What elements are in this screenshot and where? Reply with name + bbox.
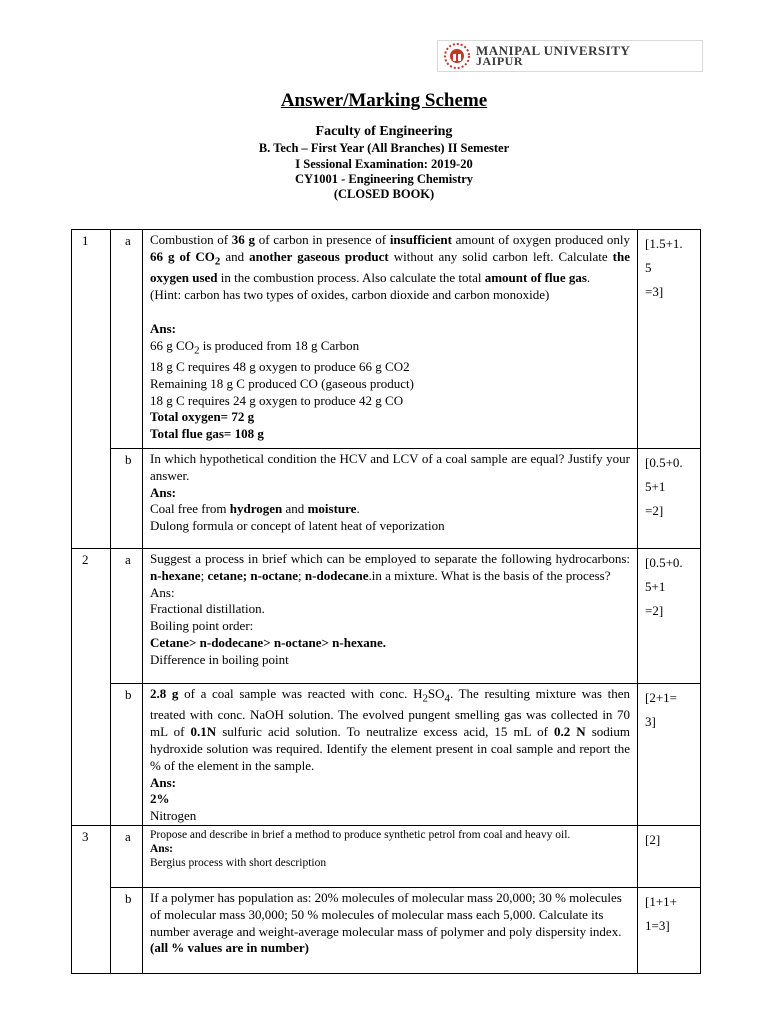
answer-line: Nitrogen (150, 808, 197, 824)
answer-line: Coal free from hydrogen and moisture. (150, 501, 360, 517)
table-row (72, 887, 701, 973)
logo-line2: JAIPUR (476, 54, 523, 68)
table-row (72, 449, 701, 549)
logo-line1: MANIPAL UNIVERSITY (476, 43, 631, 58)
table-row (72, 825, 701, 887)
book-heading: (CLOSED BOOK) (333, 187, 435, 201)
answer-line: 18 g C requires 24 g oxygen to produce 42 g CO (150, 392, 404, 408)
marks-cell: [0.5+0. 5+1 =2] (638, 449, 701, 549)
question-number: 1 (72, 230, 111, 549)
marks-cell: [1.5+1. 5 =3] (638, 230, 701, 449)
sub-label: a (111, 825, 143, 887)
question-text: 2.8 g of a coal sample was reacted with conc. $H_2SO_4$. The resulting mixture was then treated with conc. NaOH solution. The evolved pungent smelling gas was collected in 70 mL of 0.1N sulfuric acid solution. To neutralize excess acid, 15 mL of 0.2 N sodium hydroxide solution was required. Identify the element present in coal sample and report the % of the element in the sample. Ans: 2% Nitrogen (143, 684, 638, 826)
university-emblem-icon (444, 43, 470, 69)
answer-table (71, 229, 701, 974)
question-number: 2 (72, 549, 111, 826)
sub-label: a (111, 230, 143, 449)
answer-line: Remaining 18 g C produced CO (gaseous product) (150, 375, 414, 391)
answer-line: 66 g $CO_2$ is produced from 18 g Carbon (150, 337, 360, 357)
answer-line: (all % values are in number) (150, 940, 310, 956)
answer-line: Total oxygen= 72 g (150, 409, 255, 425)
course-heading: CY1001 - Engineering Chemistry (294, 172, 474, 186)
sub-label: b (111, 684, 143, 826)
exam-heading: I Sessional Examination: 2019-20 (295, 157, 473, 171)
marks-cell: [2+1= 3] (638, 684, 701, 826)
program-heading: B. Tech – First Year (All Branches) II Semester (258, 141, 510, 155)
answer-label: Ans: (150, 584, 175, 600)
sub-label: b (111, 887, 143, 973)
table-row (72, 684, 701, 826)
table-row (72, 549, 701, 684)
answer-line: Fractional distillation. (150, 601, 265, 617)
answer-line: 18 g C requires 48 g oxygen to produce 66 g CO2 (150, 358, 410, 374)
question-number: 3 (72, 825, 111, 973)
marks-cell: [2] (638, 825, 701, 887)
answer-line: Total flue gas= 108 g (150, 426, 264, 442)
answer-line: Bergius process with short description (150, 856, 327, 869)
question-text: Combustion of 36 g of carbon in presence of insufficient amount of oxygen produced only 66 g of $CO_2$ and another gaseous product without any solid carbon left. Calculate the oxygen used in the combustion process. Also calculate the total amount of flue gas. (Hint: carbon has two types of oxides, carbon dioxide and carbon monoxide) Ans: 66 g $CO_2$ is produced from 18 g Carbon 18 g C requires 48 g oxygen to produce 66 g CO2 Remaining 18 g C produced CO (gaseous product) 18 g C requires 24 g oxygen to produce 42 g CO Total oxygen= 72 g Total flue gas= 108 g (143, 230, 638, 449)
answer-line: Boiling point order: (150, 618, 254, 634)
answer-line: 2% (150, 791, 170, 807)
page-title: Answer/Marking Scheme (280, 90, 488, 111)
question-text: Suggest a process in brief which can be employed to separate the following hydrocarbons: n-hexane; cetane; n-octane; n-dodecane.in a mixture. What is the basis of the process? Ans: Fractional distillation. Boiling point order: Cetane> n-dodecane> n-octane> n-hexane. Difference in boiling point (143, 549, 638, 684)
question-text: Propose and describe in brief a method to produce synthetic petrol from coal and heavy oil. Ans: Bergius process with short description (143, 825, 638, 887)
sub-label: a (111, 549, 143, 684)
question-text: In which hypothetical condition the HCV and LCV of a coal sample are equal? Justify your answer. Ans: Coal free from hydrogen and moisture. Dulong formula or concept of latent heat of veporization (143, 449, 638, 549)
answer-line: Difference in boiling point (150, 651, 289, 667)
answer-label: Ans: (150, 320, 177, 336)
marks-cell: [0.5+0. 5+1 =2] (638, 549, 701, 684)
university-logo (437, 40, 703, 72)
marks-cell: [1+1+ 1=3] (638, 887, 701, 973)
faculty-heading: Faculty of Engineering (315, 124, 453, 139)
sub-label: b (111, 449, 143, 549)
answer-line: Cetane> n-dodecane> n-octane> n-hexane. (150, 634, 386, 650)
table-row (72, 230, 701, 449)
hint-text: (Hint: carbon has two types of oxides, carbon dioxide and carbon monoxide) (150, 286, 550, 302)
question-text: If a polymer has population as: 20% molecules of molecular mass 20,000; 30 % molecules of molecular mass 30,000; 50 % molecules of molecular mass each 5,000. Calculate its number average and weight-average molecular mass of polymer and poly dispersity index. (all % values are in number) (143, 887, 638, 973)
answer-line: Dulong formula or concept of latent heat of veporization (150, 518, 445, 534)
